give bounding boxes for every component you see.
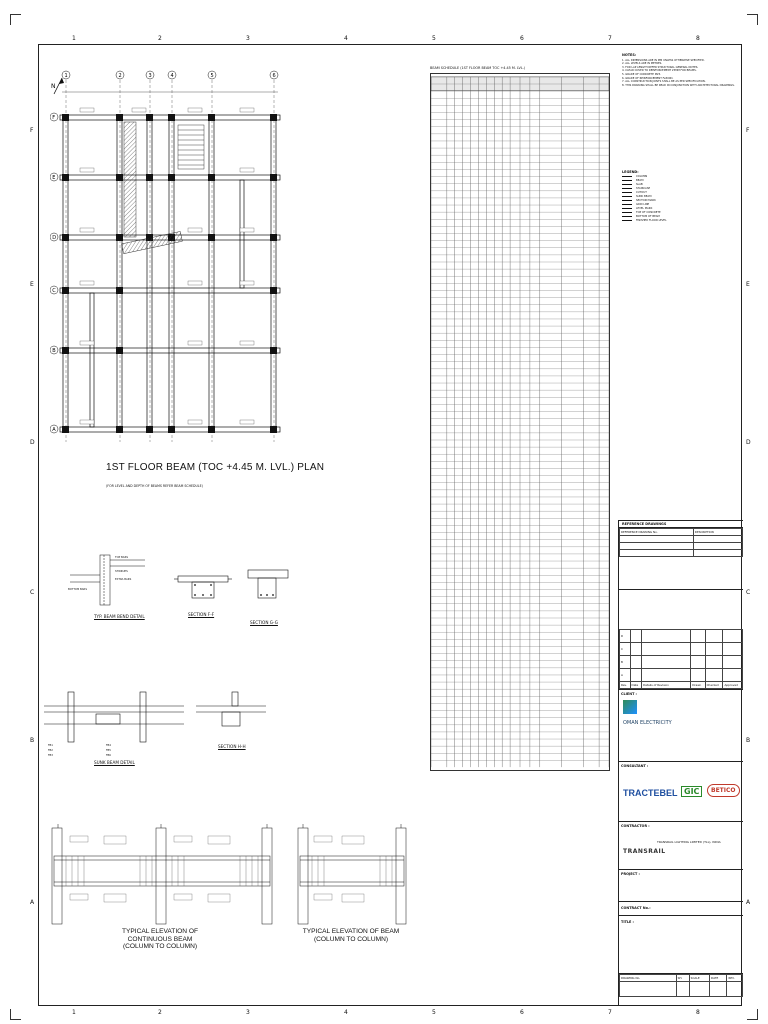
plan-title: 1ST FLOOR BEAM (TOC +4.45 M. LVL.) PLAN	[106, 462, 325, 473]
note-line: 2. ALL LEVELS ARE IN METRES.	[622, 62, 663, 66]
revision-row	[620, 630, 743, 643]
grid-number: 4	[344, 1009, 348, 1016]
legend-item: LEVEL MARK	[622, 207, 740, 211]
row-bubble-label: C	[52, 288, 56, 294]
revision-cell-chk	[705, 669, 723, 682]
transrail-logo: TRANSRAIL	[623, 848, 666, 855]
reference-table	[619, 528, 743, 557]
revision-cell-rev: B	[620, 656, 631, 669]
revision-header-cell: Drawn	[691, 682, 705, 689]
single-beam-caption: TYPICAL ELEVATION OF BEAM (COLUMN TO COLUMN)	[302, 928, 400, 943]
legend-item: BOTTOM OF BEAM	[622, 215, 740, 219]
grid-number: 1	[72, 1009, 76, 1016]
grid-letter: E	[30, 281, 34, 288]
grid-letter: B	[30, 737, 35, 744]
plan-subtitle: (FOR LEVEL AND DEPTH OF BEAMS REFER BEAM SCHEDULE)	[106, 484, 203, 488]
grid-number: 6	[520, 35, 524, 42]
grid-letter: C	[30, 589, 35, 596]
crop-mark-top-right	[747, 14, 758, 25]
ref-header-no: REFERENCE DRAWING No.	[620, 529, 694, 536]
schedule-title: BEAM SCHEDULE (1ST FLOOR BEAM TOC +4.45 M. LVL.)	[430, 66, 526, 70]
sunk-beam-caption: SUNK BEAM DETAIL	[94, 760, 135, 765]
section-ff-caption: SECTION F-F	[188, 612, 215, 617]
revision-cell-rev: C	[620, 643, 631, 656]
revision-cell-chk	[705, 643, 723, 656]
note-line: 4. CLEAR COVER TO REINFORCEMENT 25MM FOR BEAMS.	[622, 69, 697, 73]
grid-number: 3	[246, 35, 250, 42]
svg-text:FB1: FB1	[48, 744, 53, 747]
section-hh-caption: SECTION H-H	[218, 744, 246, 749]
revision-cell-date	[630, 669, 642, 682]
grid-letter: D	[30, 439, 35, 446]
grid-number: 2	[158, 35, 162, 42]
revision-header-cell: Approved	[723, 682, 743, 689]
row-bubble-label: F	[52, 115, 56, 121]
note-line: 6. GRADE OF REINFORCEMENT Fe500D.	[622, 76, 674, 80]
grid-number: 1	[72, 35, 76, 42]
legend-item: CUTOUT	[622, 191, 740, 195]
grid-letter: F	[30, 127, 34, 134]
beam-schedule-table	[430, 73, 610, 771]
revision-table	[619, 629, 743, 689]
svg-text:FB2: FB2	[48, 749, 53, 752]
section-ff-detail	[172, 566, 234, 606]
note-line: 1. ALL DIMENSIONS ARE IN MM UNLESS OTHERWISE SPECIFIED.	[622, 58, 705, 62]
revision-cell-desc	[642, 656, 691, 669]
revision-cell-app	[723, 656, 743, 669]
grid-bubble-label: 1	[64, 73, 68, 79]
reference-drawings-heading: REFERENCE DRAWINGS	[622, 522, 667, 526]
grid-bubble-label: 6	[272, 73, 276, 79]
section-gg-detail	[244, 562, 296, 608]
note-line: 7. ALL CONSTRUCTION JOINTS SHALL BE AS PER SPECIFICATION.	[622, 80, 706, 84]
floor-beam-plan	[50, 70, 290, 450]
crop-mark-bottom-left	[10, 1009, 21, 1020]
scale-label: SCALE	[689, 975, 709, 982]
revision-cell-by	[691, 643, 705, 656]
continuous-beam-caption: TYPICAL ELEVATION OF CONTINUOUS BEAM (COLUMN TO COLUMN)	[121, 928, 199, 950]
rev-label: REV.	[727, 975, 743, 982]
grid-letter: A	[30, 899, 35, 906]
revision-cell-date	[630, 630, 642, 643]
revision-cell-date	[630, 643, 642, 656]
grid-number: 5	[432, 1009, 436, 1016]
revision-cell-rev: A	[620, 669, 631, 682]
client-logo-text: OMAN ELECTRICITY	[623, 720, 672, 726]
grid-number: 8	[696, 1009, 700, 1016]
legend-item: BEAM	[622, 179, 740, 183]
legend-item: COLUMN	[622, 175, 740, 179]
legend-item: GRID LINE	[622, 203, 740, 207]
legend-item: FINISHED FLOOR LEVEL	[622, 219, 740, 223]
grid-bubble-label: 5	[210, 73, 214, 79]
sunk-beam-detail	[44, 684, 184, 758]
svg-text:FB3: FB3	[48, 754, 53, 757]
svg-text:BOTTOM BARS: BOTTOM BARS	[68, 588, 88, 591]
revision-header-cell: Date	[630, 682, 642, 689]
legend-item: STAIRCASE	[622, 187, 740, 191]
svg-text:FB6: FB6	[106, 754, 111, 757]
drawing-number-table	[619, 974, 743, 997]
section-gg-caption: SECTION G-G	[250, 620, 278, 625]
crop-mark-bottom-right	[747, 1009, 758, 1020]
revision-row	[620, 669, 743, 682]
grid-bubble-label: 3	[148, 73, 152, 79]
note-line: 8. THIS DRAWING SHALL BE READ IN CONJUNCTION WITH ARCHITECTURAL DRAWINGS.	[622, 83, 735, 87]
revision-cell-desc	[642, 643, 691, 656]
date-label: DATE	[709, 975, 726, 982]
client-label: CLIENT :	[621, 692, 637, 696]
row-bubble-label: D	[52, 235, 57, 241]
single-beam-elevation	[290, 822, 414, 926]
title-label: TITLE :	[621, 920, 634, 924]
svg-text:FB4: FB4	[106, 744, 111, 747]
grid-letter: D	[746, 439, 751, 446]
grid-letter: A	[746, 899, 751, 906]
typ-beam-bend-caption: TYP. BEAM BEND DETAIL	[94, 614, 145, 619]
grid-letter: F	[746, 127, 750, 134]
crop-mark-top-left	[10, 14, 21, 25]
revision-header-cell: Rev.	[620, 682, 631, 689]
grid-number: 8	[696, 35, 700, 42]
revision-cell-chk	[705, 630, 723, 643]
svg-text:EXTRA BARS: EXTRA BARS	[115, 578, 132, 581]
grid-number: 7	[608, 35, 612, 42]
grid-bubble-label: 2	[118, 73, 122, 79]
grid-letter: E	[746, 281, 750, 288]
revision-row	[620, 643, 743, 656]
typ-beam-bend-detail	[60, 550, 160, 612]
revision-cell-rev: D	[620, 630, 631, 643]
grid-number: 2	[158, 1009, 162, 1016]
project-label: PROJECT :	[621, 872, 640, 876]
section-hh-detail	[196, 688, 266, 738]
north-arrow-icon	[51, 78, 64, 94]
notes-title: NOTES:	[622, 53, 637, 57]
title-block	[618, 520, 742, 1006]
grid-number: 6	[520, 1009, 524, 1016]
north-label: N	[51, 83, 56, 90]
continuous-beam-elevation	[44, 822, 280, 926]
revision-cell-by	[691, 656, 705, 669]
revision-row	[620, 656, 743, 669]
revision-cell-app	[723, 643, 743, 656]
contract-label: CONTRACT No.:	[621, 906, 651, 910]
grid-number: 5	[432, 35, 436, 42]
grid-number: 7	[608, 1009, 612, 1016]
revision-cell-by	[691, 669, 705, 682]
tractebel-logo: TRACTEBEL	[623, 788, 678, 798]
row-bubble-label: E	[52, 175, 56, 181]
svg-text:TOP BARS: TOP BARS	[115, 556, 129, 559]
grid-letter: C	[746, 589, 751, 596]
ref-header-desc: DESCRIPTION	[693, 529, 742, 536]
general-notes	[622, 54, 740, 87]
grid-number: 4	[344, 35, 348, 42]
revision-cell-by	[691, 630, 705, 643]
row-bubble-label: A	[52, 427, 56, 433]
legend	[622, 170, 740, 223]
legend-title: LEGEND:	[622, 170, 639, 174]
row-bubble-label: B	[52, 348, 56, 354]
revision-cell-desc	[642, 630, 691, 643]
revision-cell-app	[723, 669, 743, 682]
sheet-label: SH.	[676, 975, 689, 982]
betico-logo: BETICO	[707, 784, 740, 797]
revision-header-cell: Checked	[705, 682, 723, 689]
legend-item: SLAB	[622, 183, 740, 187]
revision-cell-desc	[642, 669, 691, 682]
grid-letter: B	[746, 737, 751, 744]
legend-item: SUNK BEAM	[622, 195, 740, 199]
gic-logo: GIC	[681, 786, 702, 797]
revision-header-row	[620, 682, 743, 689]
note-line: 5. GRADE OF CONCRETE M25.	[622, 72, 662, 76]
contractor-name: TRANSRAIL LIGHTING LIMITED (TLL), INDIA	[657, 840, 721, 844]
revision-cell-date	[630, 656, 642, 669]
drawing-no-label: DRAWING No.	[620, 975, 677, 982]
grid-bubble-label: 4	[170, 73, 174, 79]
legend-item: TOP OF CONCRETE	[622, 211, 740, 215]
note-line: 3. FOR LAP LENGTH REFER STRUCTURAL GENERAL NOTES.	[622, 65, 699, 69]
revision-header-cell: Details of Revision	[642, 682, 691, 689]
revision-cell-app	[723, 630, 743, 643]
client-logo-icon	[623, 700, 637, 714]
svg-text:FB5: FB5	[106, 749, 111, 752]
svg-text:STIRRUPS: STIRRUPS	[115, 570, 128, 573]
legend-item: SECTION MARK	[622, 199, 740, 203]
revision-cell-chk	[705, 656, 723, 669]
consultant-label: CONSULTANT :	[621, 764, 649, 768]
grid-number: 3	[246, 1009, 250, 1016]
contractor-label: CONTRACTOR :	[621, 824, 650, 828]
